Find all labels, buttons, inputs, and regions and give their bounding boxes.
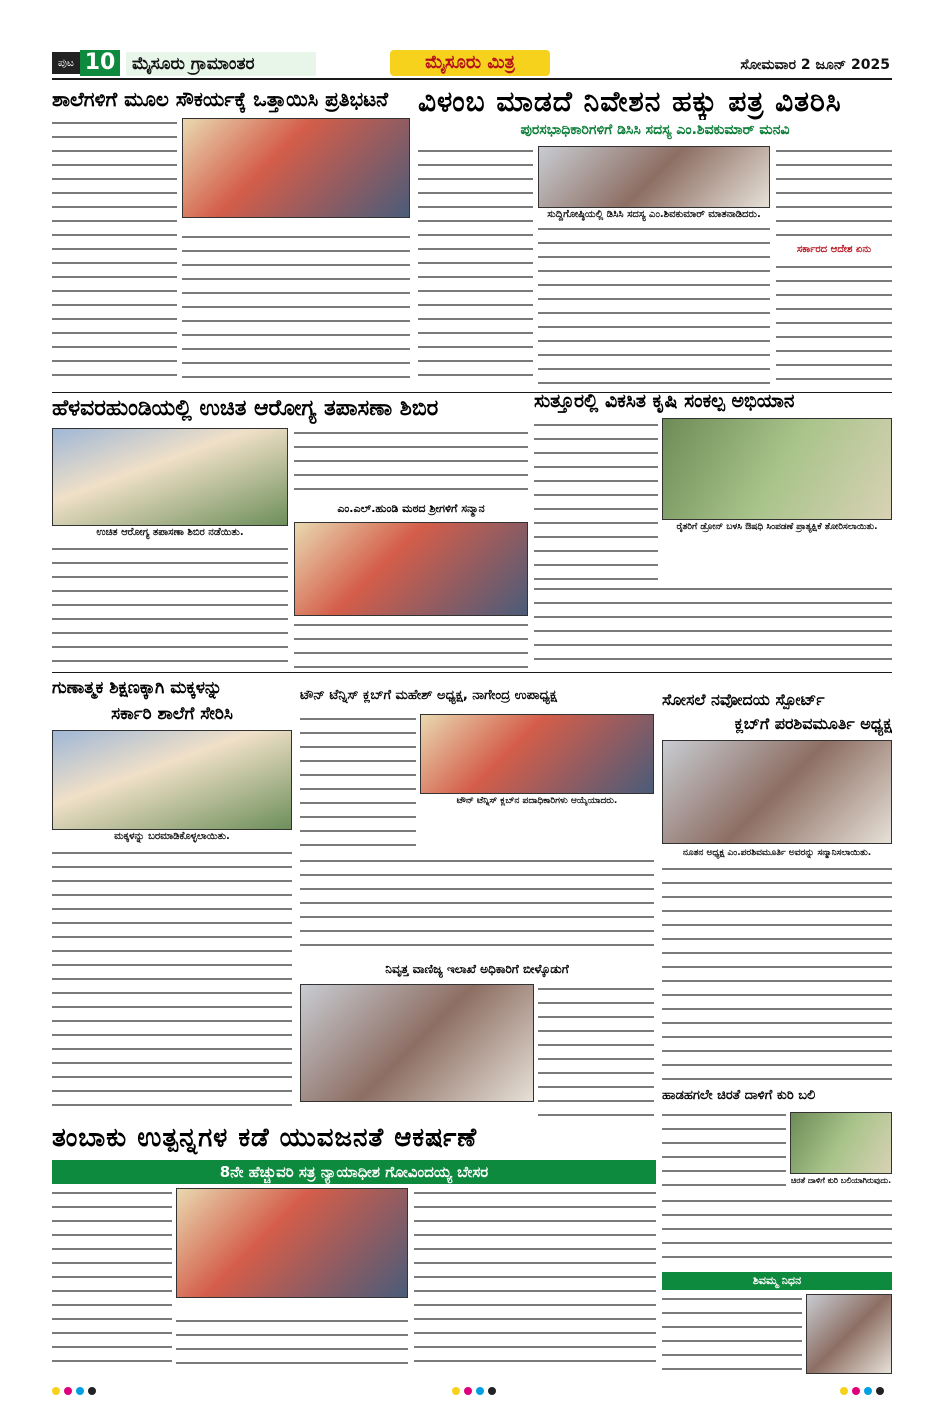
article-a2-body xyxy=(418,146,533,386)
headline-a4: ಎಂ.ಎಲ್.ಹುಂಡಿ ಮಠದ ಶ್ರೀಗಳಿಗೆ ಸನ್ಮಾನ xyxy=(337,502,485,515)
caption-a2: ಸುದ್ದಿಗೋಷ್ಠಿಯಲ್ಲಿ ಡಿಸಿಸಿ ಸದಸ್ಯ ಎಂ.ಶಿವಕುಮಾರ್ ಮಾತನಾಡಿದರು. xyxy=(547,209,761,220)
article-a11-body xyxy=(52,1188,172,1374)
seer-felicitation-photo xyxy=(294,522,528,616)
article-a2-body-3 xyxy=(776,146,892,244)
article-a5-body xyxy=(534,420,658,580)
press-meet-photo xyxy=(538,146,770,208)
headline-a9: ನಿವೃತ್ತ ವಾಣಿಜ್ಯ ಇಲಾಖೆ ಅಧಿಕಾರಿಗೆ ಬೀಳ್ಕೊಡುಗೆ xyxy=(385,962,569,976)
headline-a7: ಟೌನ್ ಟೆನ್ನಿಸ್ ಕ್ಲಬ್‌ಗೆ ಮಹೇಶ್ ಅಧ್ಯಕ್ಷ, ನಾಗೇಂದ್ರ ಉಪಾಧ್ಯಕ್ಷ xyxy=(300,688,557,703)
article-a7-body-2 xyxy=(300,856,654,958)
subhead-a11: 8ನೇ ಹೆಚ್ಚುವರಿ ಸತ್ರ ನ್ಯಾಯಾಧೀಶ ಗೋವಿಂದಯ್ಯ ಬೇಸರ xyxy=(52,1160,656,1184)
subhead-a2: ಪುರಸಭಾಧಿಕಾರಿಗಳಿಗೆ ಡಿಸಿಸಿ ಸದಸ್ಯ ಎಂ.ಶಿವಕುಮಾರ್ ಮನವಿ xyxy=(520,122,790,138)
headline-a11: ತಂಬಾಕು ಉತ್ಪನ್ನಗಳ ಕಡೆ ಯುವಜನತೆ ಆಕರ್ಷಣೆ xyxy=(52,1123,478,1153)
article-a1-body xyxy=(52,118,177,388)
headline-a12: ಶಿವಮ್ಮ ನಿಧನ xyxy=(662,1272,892,1290)
headline-a3: ಹೆಳವರಹುಂಡಿಯಲ್ಲಿ ಉಚಿತ ಆರೋಗ್ಯ ತಪಾಸಣಾ ಶಿಬಿರ xyxy=(52,396,439,421)
article-a5-body-2 xyxy=(534,584,892,670)
headline-a5: ಸುತ್ತೂರಲ್ಲಿ ವಿಕಸಿತ ಕೃಷಿ ಸಂಕಲ್ಪ ಅಭಿಯಾನ xyxy=(534,390,795,412)
leopard-attack-photo xyxy=(790,1112,892,1174)
issue-date: ಸೋಮವಾರ 2 ಜೂನ್ 2025 xyxy=(740,57,890,73)
paper-logo: ಮೈಸೂರು ಮಿತ್ರ xyxy=(390,50,550,76)
headline-a6-line2: ಸರ್ಕಾರಿ ಶಾಲೆಗೆ ಸೇರಿಸಿ xyxy=(111,704,233,724)
article-a2-body-2 xyxy=(538,224,770,386)
article-a12-body xyxy=(662,1294,802,1374)
article-a6-body xyxy=(52,848,292,1116)
caption-a7: ಟೌನ್ ಟೆನ್ನಿಸ್ ಕ್ಲಬ್‌ನ ಪದಾಧಿಕಾರಿಗಳು ಆಯ್ಕೆಯಾದರು. xyxy=(456,796,618,806)
article-a10-body xyxy=(662,1110,786,1192)
headline-a2: ವಿಳಂಬ ಮಾಡದೆ ನಿವೇಶನ ಹಕ್ಕು ಪತ್ರ ವಿತರಿಸಿ xyxy=(418,85,842,118)
print-registration-marks xyxy=(452,1380,532,1390)
headline-a8-line1: ಸೋಸಲೆ ನವೋದಯ ಸ್ಪೋರ್ಟ್ xyxy=(662,690,825,709)
caption-a6: ಮಕ್ಕಳನ್ನು ಬರಮಾಡಿಕೊಳ್ಳಲಾಯಿತು. xyxy=(114,831,230,842)
box-title-a2: ಸರ್ಕಾರದ ಆದೇಶ ಏನು xyxy=(796,244,872,255)
page-label: ಪುಟ xyxy=(52,52,80,74)
article-a10-body-2 xyxy=(662,1196,892,1268)
print-registration-marks xyxy=(840,1380,900,1390)
caption-a5: ರೈತರಿಗೆ ಡ್ರೋನ್ ಬಳಸಿ ಔಷಧಿ ಸಿಂಪಡಣೆ ಪ್ರಾತ್ಯಕ್ಷಿಕೆ ತೋರಿಸಲಾಯಿತು. xyxy=(676,522,878,532)
article-a2-body-4 xyxy=(776,262,892,386)
article-a11-body-2 xyxy=(176,1316,408,1374)
sports-club-photo xyxy=(662,740,892,844)
article-a4-body xyxy=(294,620,528,670)
article-a8-body xyxy=(662,864,892,1084)
caption-a3: ಉಚಿತ ಆರೋಗ್ಯ ತಪಾಸಣಾ ಶಿಬಿರ ನಡೆಯಿತು. xyxy=(96,527,244,538)
caption-a8: ನೂತನ ಅಧ್ಯಕ್ಷ ಎಂ.ಪರಶಿವಮೂರ್ತಿ ಅವರನ್ನು ಸನ್ಮಾನಿಸಲಾಯಿತು. xyxy=(682,848,872,858)
headline-a10: ಹಾಡಹಗಲೇ ಚಿರತೆ ದಾಳಿಗೆ ಕುರಿ ಬಲಿ xyxy=(662,1088,816,1103)
article-a1-body-2 xyxy=(182,232,410,388)
headline-a6-line1: ಗುಣಾತ್ಮಕ ಶಿಕ್ಷಣಕ್ಕಾಗಿ ಮಕ್ಕಳನ್ನು xyxy=(52,678,223,698)
headline-a8-line2: ಕ್ಲಬ್‌ಗೆ ಪರಶಿವಮೂರ್ತಿ ಅಧ್ಯಕ್ಷ xyxy=(734,714,892,733)
tobacco-event-photo xyxy=(176,1188,408,1298)
headline-a1: ಶಾಲೆಗಳಿಗೆ ಮೂಲ ಸೌಕರ್ಯಕ್ಕೆ ಒತ್ತಾಯಿಸಿ ಪ್ರತಿಭಟನೆ xyxy=(52,87,389,111)
obituary-photo xyxy=(806,1294,892,1374)
health-camp-photo xyxy=(52,428,288,526)
article-a11-body-3 xyxy=(414,1188,656,1374)
article-a7-body xyxy=(300,714,416,854)
divider xyxy=(52,672,892,673)
article-a9-body xyxy=(538,984,654,1116)
drone-demo-photo xyxy=(662,418,892,520)
farewell-photo xyxy=(300,984,534,1102)
article-a3-body xyxy=(52,544,288,670)
article-a3-body-2 xyxy=(294,428,528,500)
protest-photo xyxy=(182,118,410,218)
print-registration-marks xyxy=(52,1380,132,1390)
school-children-photo xyxy=(52,730,292,830)
caption-a10: ಚಿರತೆ ದಾಳಿಗೆ ಕುರಿ ಬಲಿಯಾಗಿರುವುದು. xyxy=(790,1176,892,1185)
page-number: 10 xyxy=(80,50,120,76)
tennis-club-photo xyxy=(420,714,654,794)
section-title: ಮೈಸೂರು ಗ್ರಾಮಾಂತರ xyxy=(126,52,316,76)
